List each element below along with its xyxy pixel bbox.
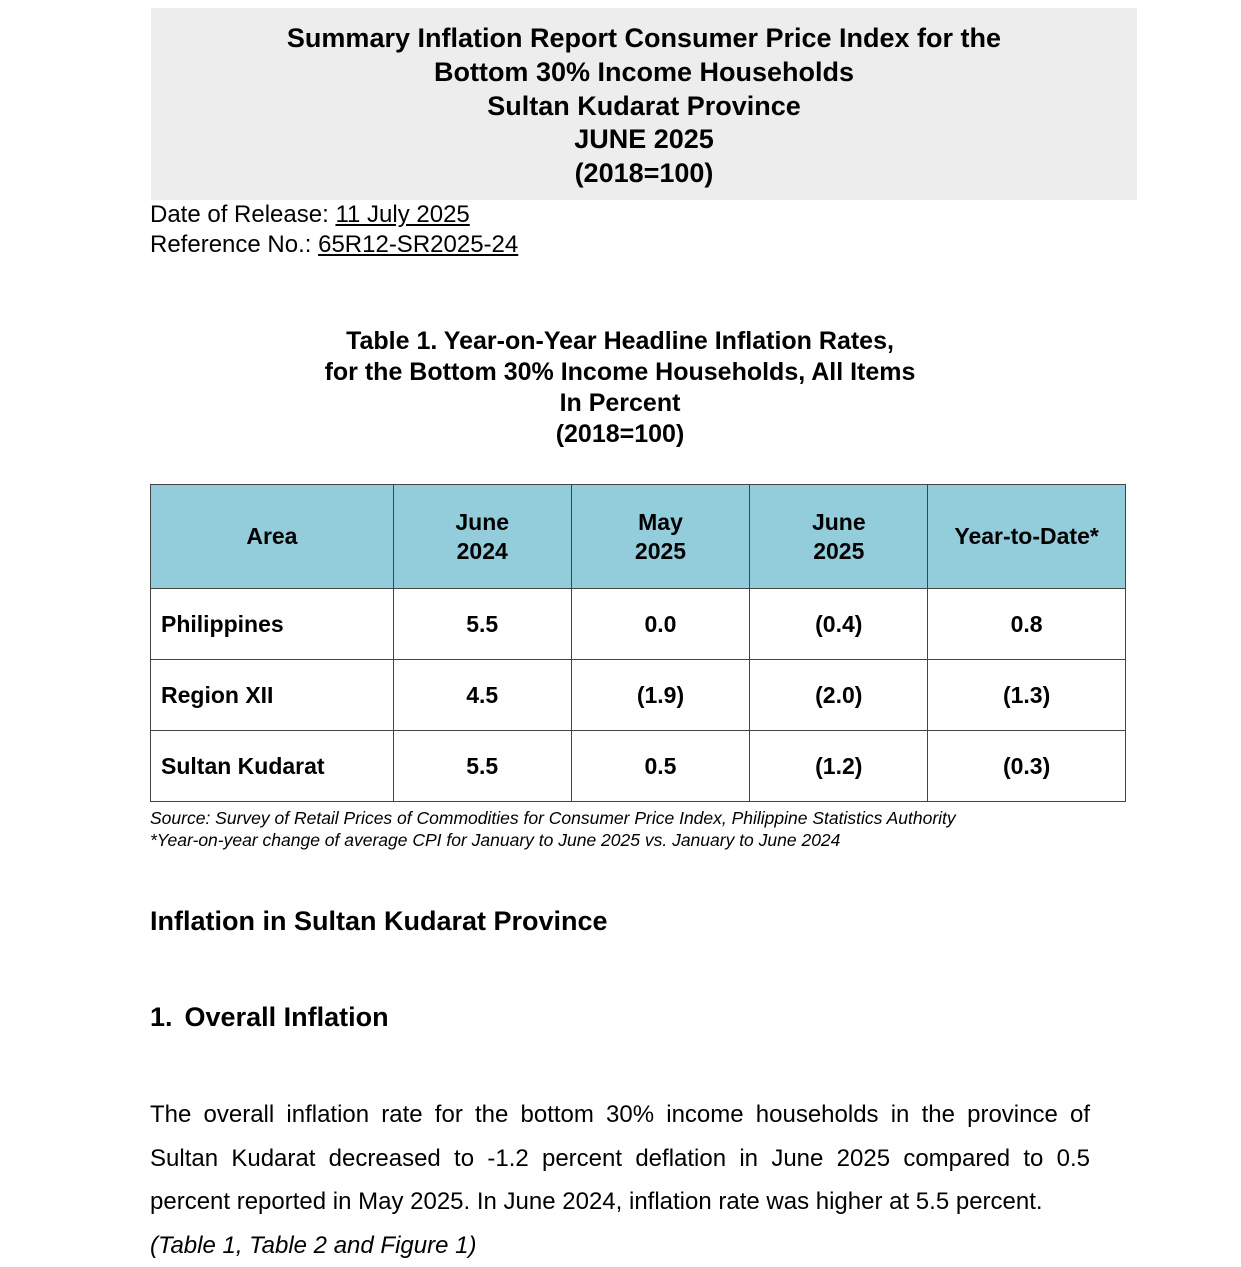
overall-inflation-paragraph [150,1093,1090,1267]
area-cell: Sultan Kudarat [151,731,394,802]
release-info [150,200,518,260]
value-cell: (0.4) [750,589,928,660]
value-cell: 5.5 [393,589,571,660]
value-cell: (0.3) [928,731,1126,802]
value-cell: 4.5 [393,660,571,731]
inflation-table [150,484,1126,802]
value-cell: 0.5 [571,731,750,802]
value-cell: 0.0 [571,589,750,660]
reference-value: 65R12-SR2025-24 [318,231,519,258]
table-source-note: Source: Survey of Retail Prices of Commodities for Consumer Price Index, Philippine Statistics Authority [150,808,956,828]
subsection-number: 1. [150,1002,173,1032]
release-date-label: Date of Release: [150,201,336,228]
area-cell: Philippines [151,589,394,660]
table-title-line: (2018=100) [555,420,685,448]
area-cell: Region XII [151,660,394,731]
report-title-line-5: (2018=100) [574,158,714,189]
report-title-line-3: Sultan Kudarat Province [487,90,801,121]
reference-label: Reference No.: [150,231,319,258]
table-header-row [151,485,1126,589]
header-june-2024: June 2024 [393,485,571,589]
value-cell: (2.0) [750,660,928,731]
value-cell: (1.9) [571,660,750,731]
table-title [151,326,1089,450]
section-heading: Inflation in Sultan Kudarat Province [150,906,608,936]
table-title-line: Table 1. Year-on-Year Headline Inflation Rates, [346,327,894,355]
table-row [151,660,1126,731]
paragraph-citation: (Table 1, Table 2 and Figure 1) [150,1231,477,1259]
table-row [151,731,1126,802]
reference-row [150,230,518,260]
header-area: Area [151,485,394,589]
table-notes [150,807,956,851]
report-title-line-4: JUNE 2025 [574,124,714,155]
value-cell: 0.8 [928,589,1126,660]
report-title-banner [151,8,1137,200]
report-title-line-1: Summary Inflation Report Consumer Price Index for the [286,23,1002,53]
table-title-line: for the Bottom 30% Income Households, All Items [324,358,916,386]
table-title-line: In Percent [559,389,681,417]
paragraph-text: The overall inflation rate for the bottom 30% income households in the province of Sultan Kudarat decreased to -1.2 percent deflation in June 2025 compared to 0.5 percent reported in May 2025. In June 2024, inflation rate was higher at 5.5 percent. [150,1101,1090,1215]
header-june-2025: June 2025 [750,485,928,589]
value-cell: 5.5 [393,731,571,802]
table-row [151,589,1126,660]
subsection-heading [150,1002,389,1033]
subsection-title: Overall Inflation [184,1002,389,1032]
release-date-row [150,200,518,230]
report-title-line-2: Bottom 30% Income Households [433,56,855,87]
release-date-value: 11 July 2025 [335,201,470,228]
value-cell: (1.2) [750,731,928,802]
header-may-2025: May 2025 [571,485,750,589]
table-footnote: *Year-on-year change of average CPI for January to June 2025 vs. January to June 2024 [150,830,841,850]
value-cell: (1.3) [928,660,1126,731]
header-year-to-date: Year-to-Date* [928,485,1126,589]
